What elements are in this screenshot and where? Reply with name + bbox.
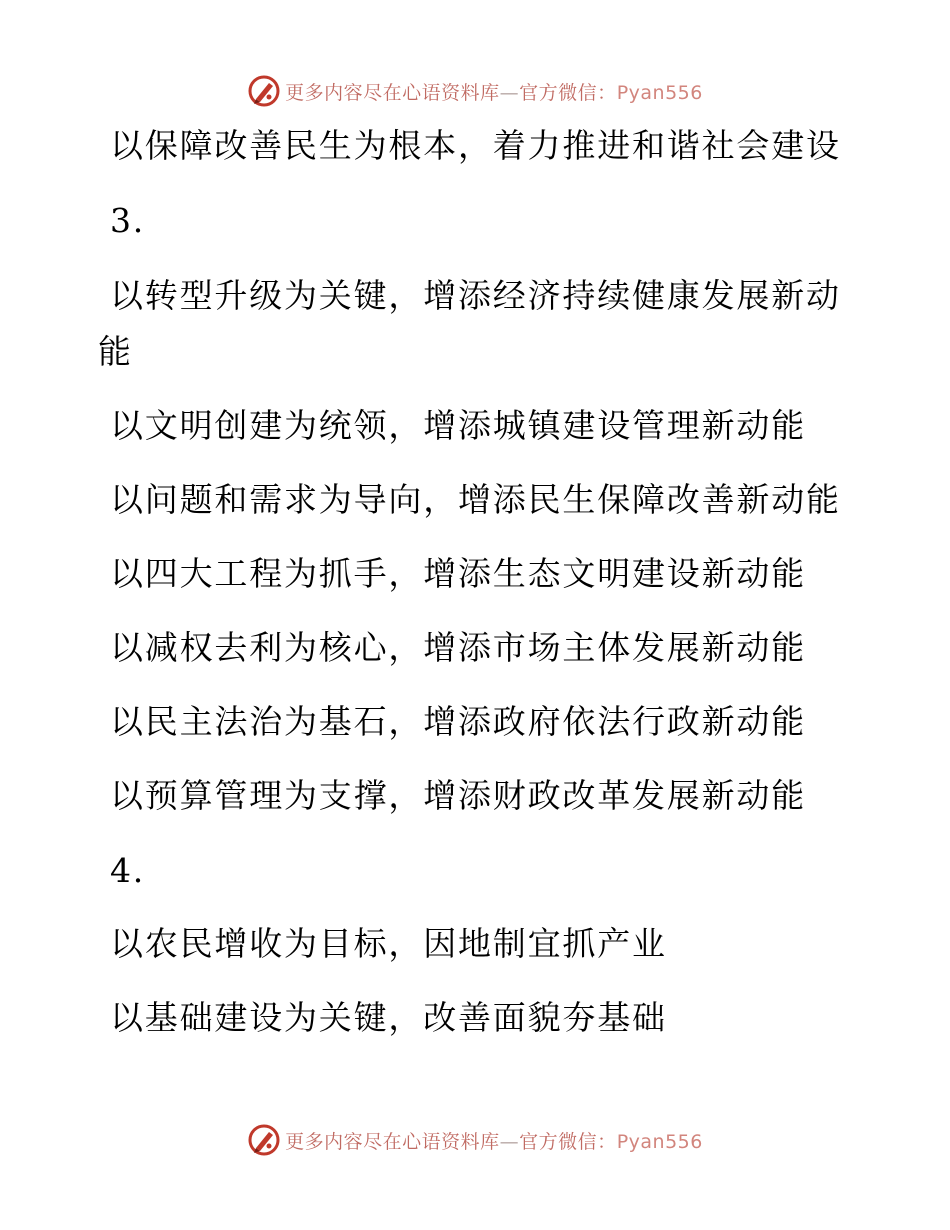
pen-logo-icon: [247, 74, 281, 108]
banner-slogan: 更多内容尽在心语资料库: [285, 1130, 500, 1153]
doc-line: 以民主法治为基石，增添政府依法行政新动能: [110, 702, 806, 741]
section-number: 3.: [110, 201, 146, 240]
banner-dash: —: [499, 1130, 520, 1153]
doc-line: 以农民增收为目标，因地制宜抓产业: [110, 924, 667, 963]
header-banner: [0, 71, 950, 111]
header-banner-text: [285, 78, 703, 105]
doc-line-continuation: 能: [98, 332, 133, 371]
footer-banner: [0, 1120, 950, 1160]
doc-line: 以转型升级为关键，增添经济持续健康发展新动: [110, 276, 841, 315]
pen-logo-icon: [247, 1123, 281, 1157]
banner-wechat-id: Pyan556: [616, 1130, 703, 1153]
doc-line: 以保障改善民生为根本，着力推进和谐社会建设: [110, 126, 841, 165]
doc-line: 以基础建设为关键，改善面貌夯基础: [110, 998, 667, 1037]
banner-slogan: 更多内容尽在心语资料库: [285, 81, 500, 104]
banner-wechat-label: 官方微信：: [519, 81, 617, 104]
header-banner-inner: [247, 74, 703, 108]
section-number: 4.: [110, 851, 146, 890]
doc-line: 以文明创建为统领，增添城镇建设管理新动能: [110, 406, 806, 445]
banner-wechat-id: Pyan556: [616, 81, 703, 104]
footer-banner-text: [285, 1127, 703, 1154]
footer-banner-inner: [247, 1123, 703, 1157]
doc-line: 以问题和需求为导向，增添民生保障改善新动能: [110, 480, 841, 519]
doc-line: 以减权去利为核心，增添市场主体发展新动能: [110, 628, 806, 667]
doc-line: 以四大工程为抓手，增添生态文明建设新动能: [110, 554, 806, 593]
doc-line: 以预算管理为支撑，增添财政改革发展新动能: [110, 776, 806, 815]
banner-dash: —: [499, 81, 520, 104]
banner-wechat-label: 官方微信：: [519, 1130, 617, 1153]
